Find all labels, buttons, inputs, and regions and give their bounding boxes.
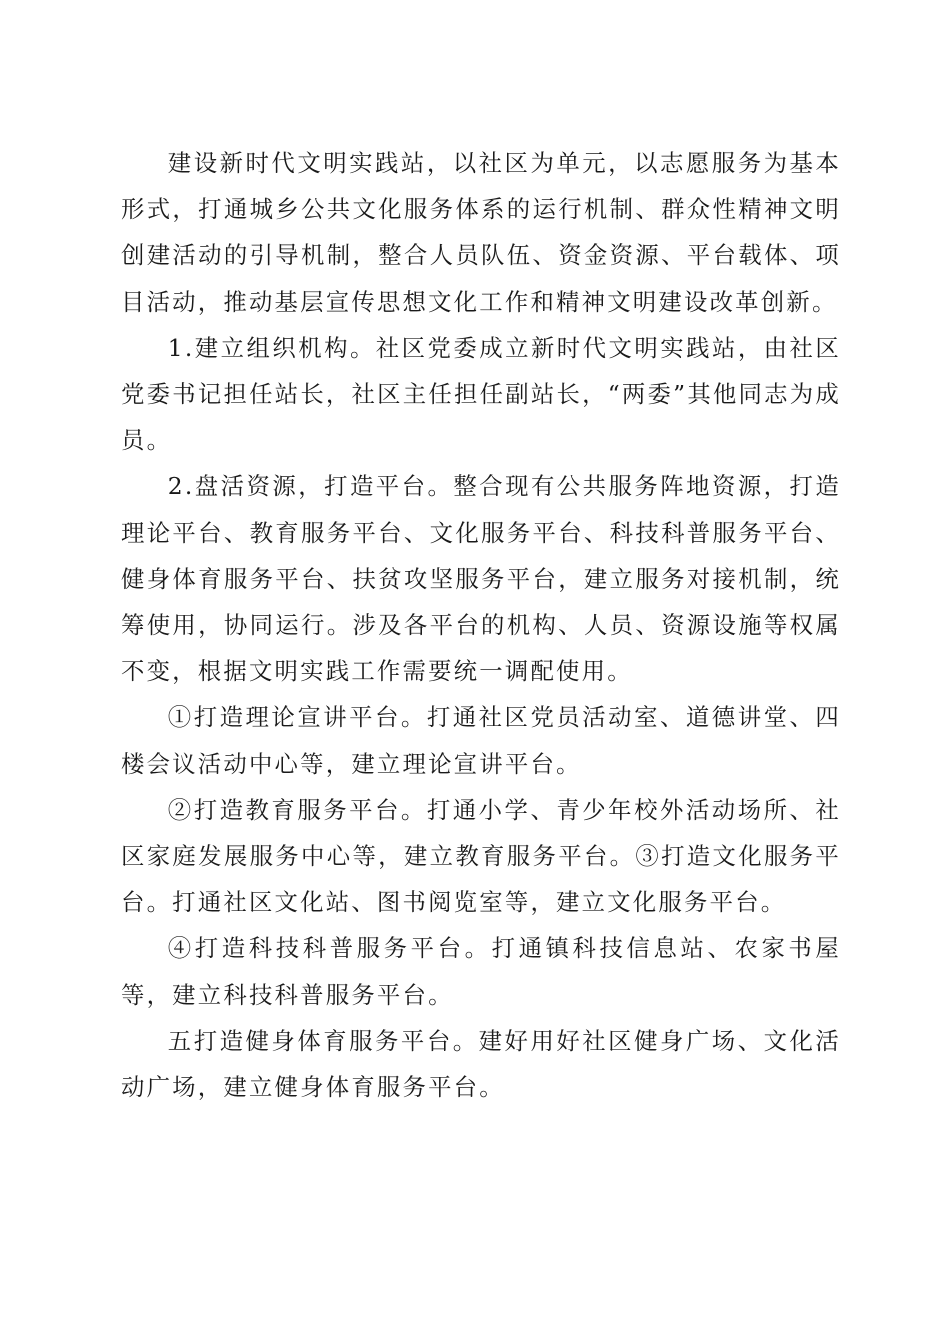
paragraph-organization: 1.建立组织机构。社区党委成立新时代文明实践站，由社区党委书记担任站长，社区主任担任副站长，“两委”其他同志为成员。 bbox=[121, 333, 841, 455]
paragraph-resources: 2.盘活资源，打造平台。整合现有公共服务阵地资源，打造理论平台、教育服务平台、文化服务平台、科技科普服务平台、健身体育服务平台、扶贫攻坚服务平台，建立服务对接机制，统筹使用，协同运行。涉及各平台的机构、人员、资源设施等权属不变，根据文明实践工作需要统一调配使用。 bbox=[121, 472, 841, 686]
paragraph-science-platform: ④打造科技科普服务平台。打通镇科技信息站、农家书屋等，建立科技科普服务平台。 bbox=[121, 934, 841, 1009]
paragraph-intro: 建设新时代文明实践站，以社区为单元，以志愿服务为基本形式，打通城乡公共文化服务体系的运行机制、群众性精神文明创建活动的引导机制，整合人员队伍、资金资源、平台载体、项目活动，推动基层宣传思想文化工作和精神文明建设改革创新。 bbox=[121, 149, 841, 316]
paragraph-theory-platform: ①打造理论宣讲平台。打通社区党员活动室、道德讲堂、四楼会议活动中心等，建立理论宣讲平台。 bbox=[121, 703, 841, 778]
paragraph-fitness-platform: 五打造健身体育服务平台。建好用好社区健身广场、文化活动广场，建立健身体育服务平台。 bbox=[121, 1026, 841, 1102]
paragraph-education-platform: ②打造教育服务平台。打通小学、青少年校外活动场所、社区家庭发展服务中心等，建立教育服务平台。③打造文化服务平台。打通社区文化站、图书阅览室等，建立文化服务平台。 bbox=[121, 795, 841, 917]
document-body bbox=[121, 140, 841, 1110]
